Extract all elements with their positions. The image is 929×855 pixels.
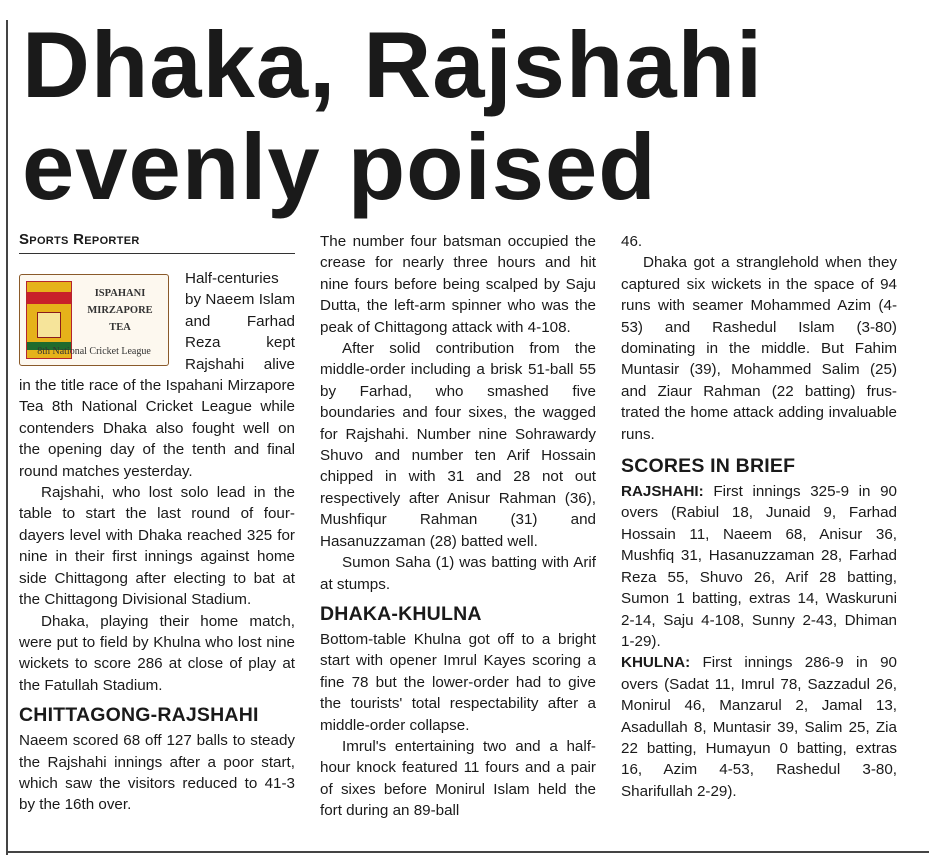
score-khulna: [621, 652, 897, 802]
page-bottom-rule: [6, 851, 929, 853]
score-label: RAJSHAHI:: [621, 483, 704, 501]
sponsor-logo-text: [76, 285, 164, 336]
paragraph: Sumon Saha (1) was batting with Arif at stumps.: [320, 554, 596, 593]
article-column-1: [19, 231, 295, 816]
paragraph: Imrul's entertaining two and a half-hour knock featured 11 fours and a pair of sixes before Monirul Islam held the fort during an 89-ball: [320, 737, 596, 820]
score-label: KHULNA:: [621, 654, 691, 672]
subheading-chittagong-rajshahi: CHITTAGONG-RAJSHAHI: [19, 704, 259, 727]
subheading-scores-in-brief: SCORES IN BRIEF: [621, 455, 796, 478]
score-text: First innings 286-9 in 90 overs (Sadat 11, Imrul 78, Sazzadul 26, Monirul 46, Manzarul 2, Jamal 13, Asadullah 8, Muntasir 39, Salim 25, Zia 22 batting, Humayun 0 batting, extras 16, Azim 4-53, Rashedul 3-80, Sharifullah 2-29).: [621, 654, 897, 800]
subheading-dhaka-khulna: DHAKA-KHULNA: [320, 602, 482, 625]
logo-line-1: ISPAHANI: [94, 288, 146, 299]
paragraph: Dhaka, playing their home match, were put to field by Khulna who lost nine wickets to score 286 at close of play at the Fatullah Stadium.: [19, 612, 295, 694]
score-rajshahi: [621, 481, 897, 652]
paragraph: After solid contribution from the middle-order including a brisk 51-ball 55 by Farhad, who smashed five boundaries and four sixes, the wagged for Rajshahi. Number nine Sohrawardy Shuvo and number ten Arif Hossain chipped in with 31 and 28 not out respectively after Anisur Rahman (36), Mushfiqur Rahman (31) and Hasanuzzaman (28) batted well.: [320, 340, 596, 550]
paragraph: 46.: [621, 233, 643, 250]
byline: Sports Reporter: [19, 231, 295, 254]
paragraph: Bottom-table Khulna got off to a bright start with opener Imrul Kayes scoring a fine 78 but the lower-order had to give the tourists' total respectability after a middle-order collapse.: [320, 630, 596, 734]
logo-line-2: MIRZAPORE: [87, 305, 153, 316]
article-column-2: [320, 231, 596, 822]
headline-line-1: Dhaka, Rajshahi: [22, 12, 764, 117]
sponsor-logo-wrap: [19, 274, 179, 372]
paragraph: Naeem scored 68 off 127 balls to steady the Rajshahi innings after a poor start, which saw the visitors reduced to 41-3 by the 16th over.: [19, 732, 295, 814]
sponsor-logo: [19, 274, 169, 366]
paragraph: The number four batsman occupied the crease for nearly three hours and hit nine fours before being scalped by Saju Dutta, the left-arm spinner who was the peak of Chittagong attack with 4-108.: [320, 233, 596, 336]
score-text: First innings 325-9 in 90 overs (Rabiul 18, Junaid 9, Farhad Hossain 11, Naeem 68, Anisur 36, Mushfiq 31, Hasanuzzaman 28, Farhad Reza 55, Shuvo 26, Arif 28 batting, Sumon 1 batting, extras 14, Waskuruni 2-14, Saju 4-108, Sunny 2-43, Dhiman 1-29).: [621, 483, 897, 650]
headline: [22, 14, 912, 218]
logo-line-3: TEA: [109, 322, 131, 333]
article-column-3: [621, 231, 897, 802]
paragraph: Dhaka got a stranglehold when they captured six wickets in the space of 94 runs with seamer Mohammed Azim (4-53) and Rashedul Islam (3-80) dominating in the middle. But Fahim Muntasir (39), Mohammed Salim (25) and Ziaur Rahman (22 batting) frus-trated the home attack adding invaluable runs.: [621, 254, 897, 443]
page-left-rule: [6, 20, 8, 855]
sponsor-logo-caption: 8th National Cricket League: [37, 345, 151, 357]
paragraph: Rajshahi, who lost solo lead in the table to start the last round of four-dayers level with Dhaka reached 325 for nine in their first innings against home side Chittagong after electing to bat at the Chittagong Divisional Stadium.: [19, 484, 295, 609]
headline-line-2: evenly poised: [22, 114, 657, 219]
paragraph: Half-centuries by Naeem Islam and Farhad Reza kept Rajshahi alive in the title race of the Ispahani Mirzapore Tea 8th National Cricket League while contenders Dhaka also fought well on the opening day of the tenth and final round matches yesterday.: [19, 270, 295, 480]
